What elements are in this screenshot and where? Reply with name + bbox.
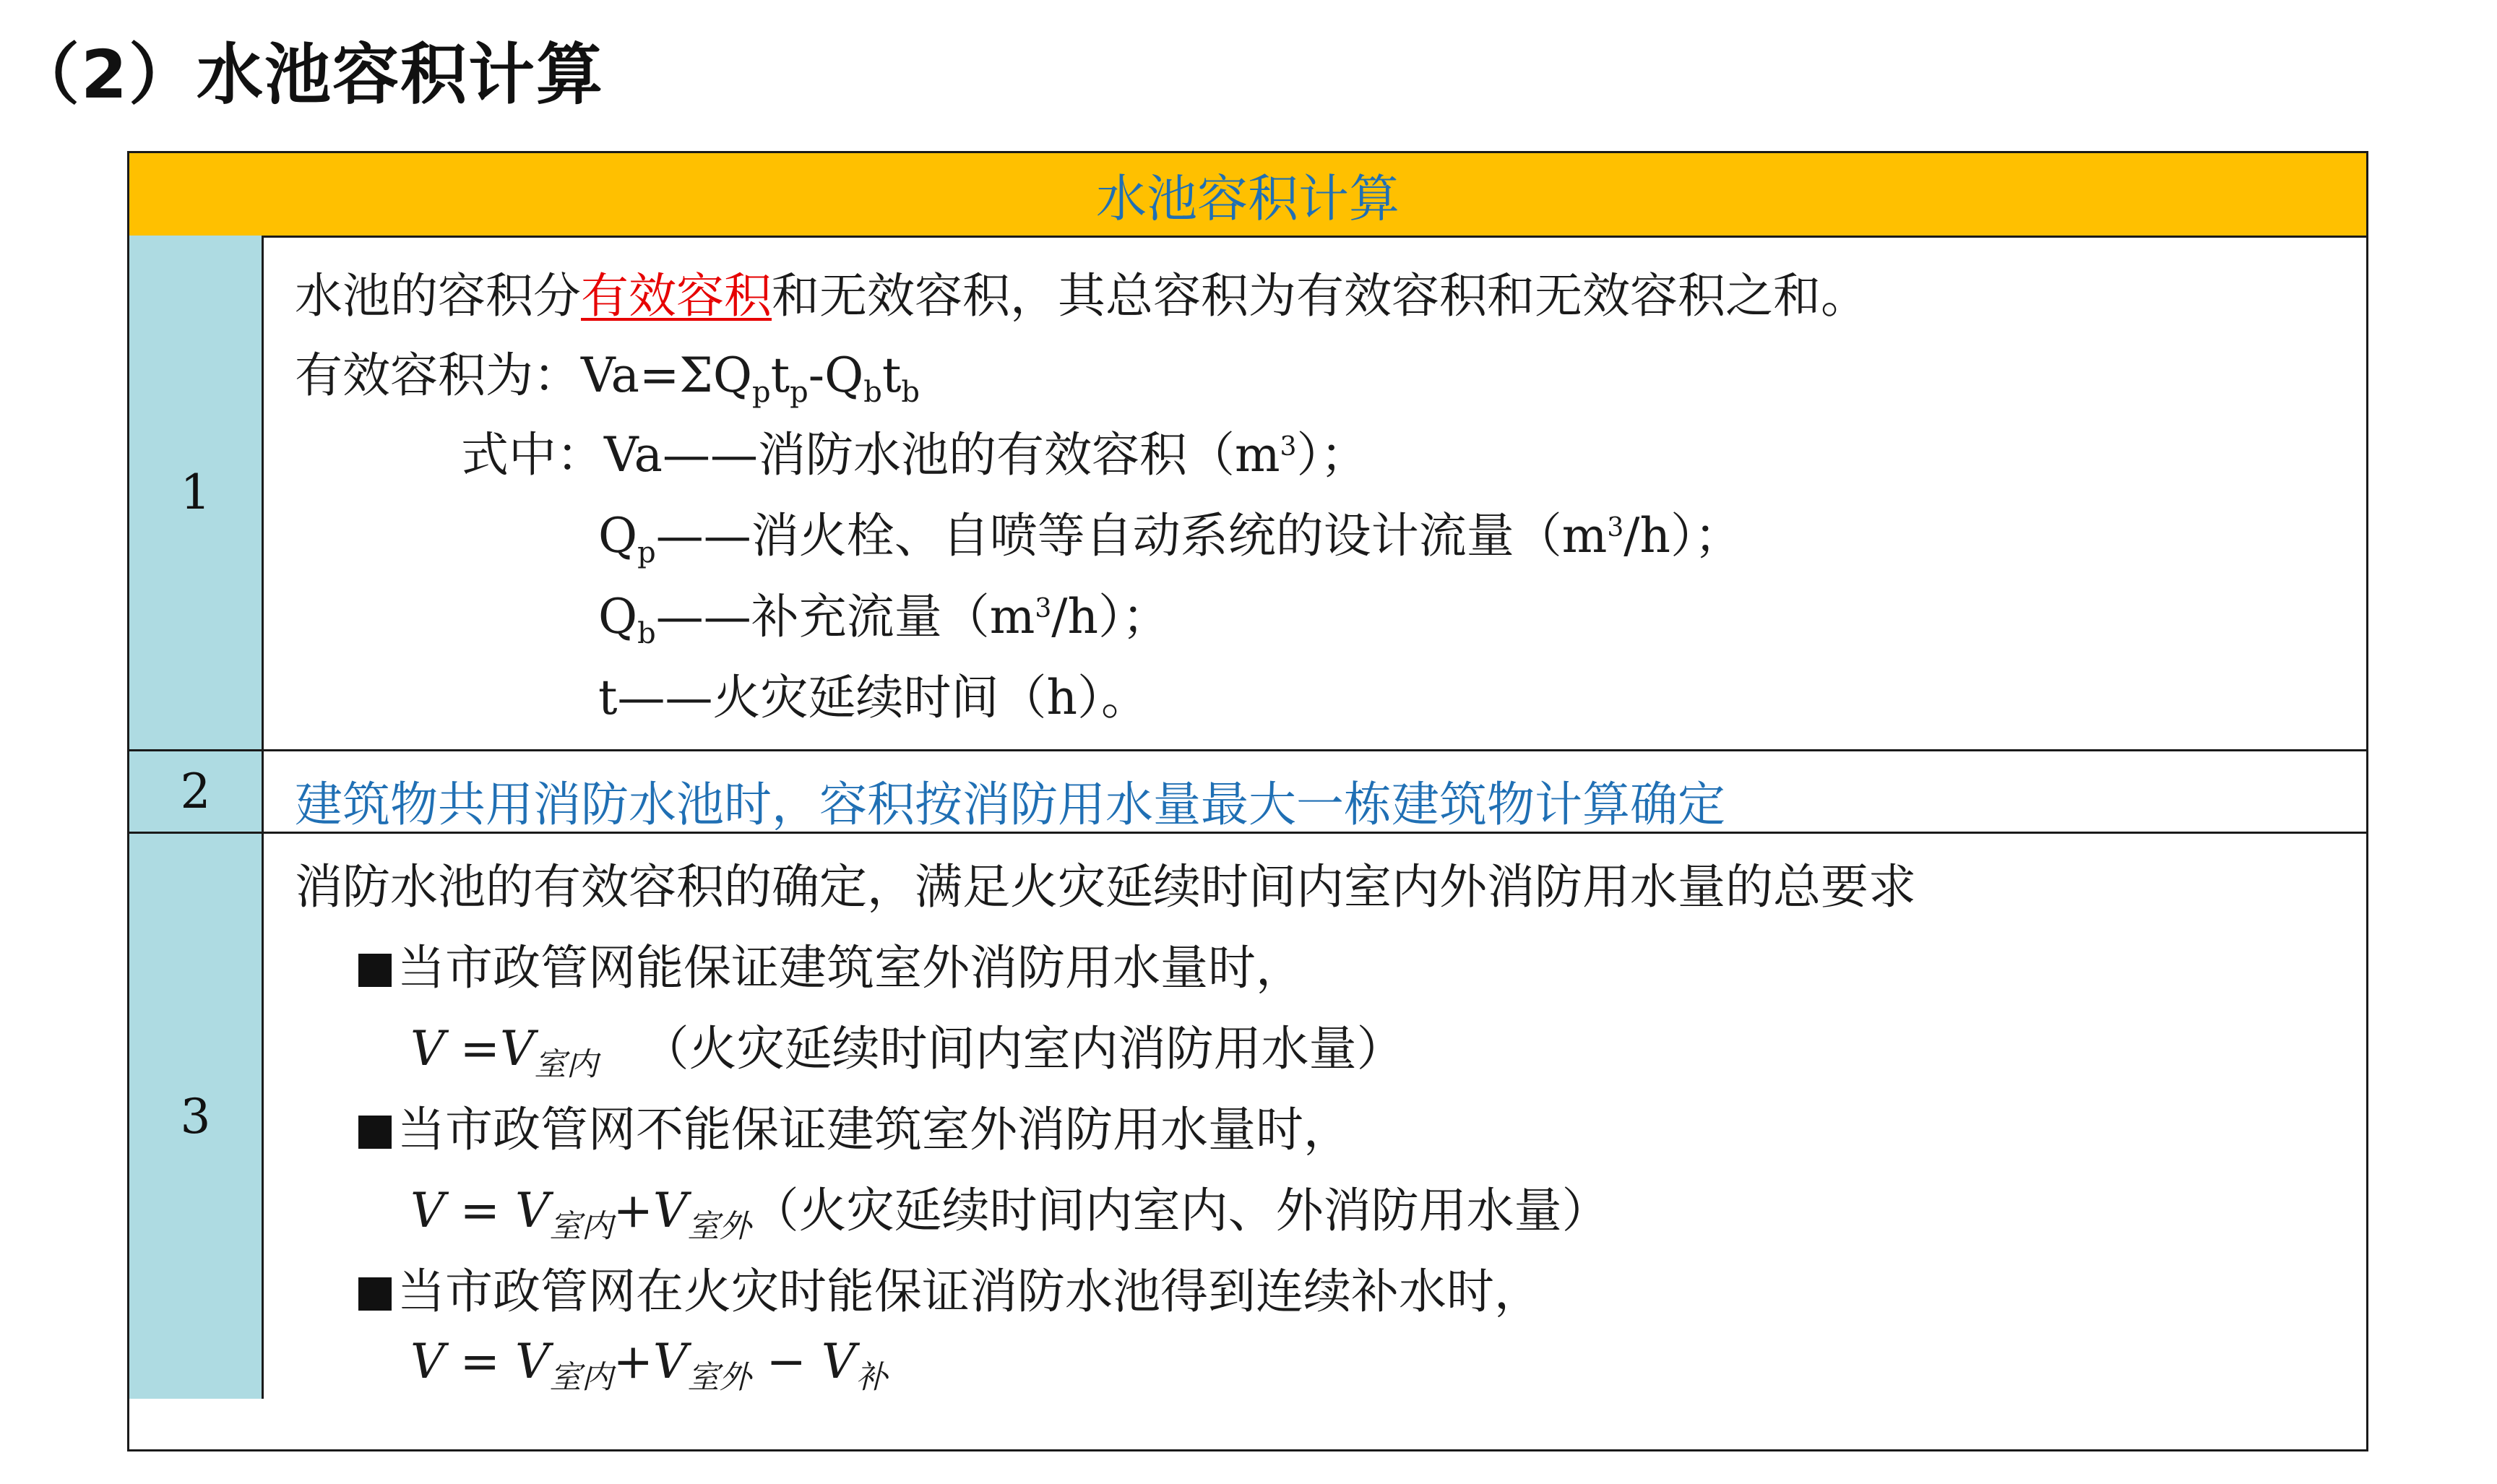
row-number: 1 xyxy=(129,236,264,749)
legend-va: 式中：Va——消防水池的有效容积$(m^3)$； xyxy=(461,427,1368,483)
formula-line: 有效容积为：$Va=\Sigma Q_pt_p-Q_bt_b$ xyxy=(295,348,920,409)
case-1-formula: $V =V_{室内}$ （火灾延续时间内室内消防用水量） xyxy=(410,1021,1405,1083)
volume-table xyxy=(127,151,2368,1451)
legend-qp: $Q_p——$消火栓、自喷等自动系统的设计流量$(m^3/h)$； xyxy=(598,508,1742,569)
legend-t: t——火灾延续时间（h）。 xyxy=(598,670,1150,725)
case-2-label: 当市政管网不能保证建筑室外消防用水量时， xyxy=(358,1091,1351,1160)
definition-line: 水池的容积分有效容积和无效容积，其总容积为有效容积和无效容积之和。 xyxy=(295,268,1868,324)
shared-pool-note: 建筑物共用消防水池时，容积按消防用水量最大一栋建筑物计算确定 xyxy=(295,777,1725,832)
row-number: 3 xyxy=(129,834,264,1399)
case-3-formula: $V = V_{室内}+V_{室外} - V_补$ xyxy=(410,1334,888,1396)
square-bullet-icon xyxy=(358,954,392,987)
square-bullet-icon xyxy=(358,1116,392,1149)
table-row-2 xyxy=(129,751,2366,834)
row-number: 2 xyxy=(129,751,264,832)
row-content xyxy=(266,834,2366,1484)
square-bullet-icon xyxy=(358,1277,392,1311)
legend-qb: $Q_b——$补充流量$(m^3/h)$； xyxy=(598,589,1170,650)
case-1-label: 当市政管网能保证建筑室外消防用水量时， xyxy=(358,929,1303,998)
effective-volume-highlight: 有效容积 xyxy=(581,268,772,324)
case-3-label: 当市政管网在火灾时能保证消防水池得到连续补水时， xyxy=(358,1253,1542,1321)
table-header: 水池容积计算 xyxy=(129,153,2366,238)
case-2-formula: $V = V_{室内}+V_{室外}$（火灾延续时间内室内、外消防用水量） xyxy=(410,1183,1610,1245)
requirement-intro: 消防水池的有效容积的确定，满足火灾延续时间内室内外消防用水量的总要求 xyxy=(295,859,1916,915)
table-row-1 xyxy=(129,236,2366,751)
row-content xyxy=(266,236,2366,749)
page-title: （2）水池容积计算 xyxy=(13,36,605,113)
table-row-3 xyxy=(129,834,2366,1484)
row-content xyxy=(266,751,2366,832)
